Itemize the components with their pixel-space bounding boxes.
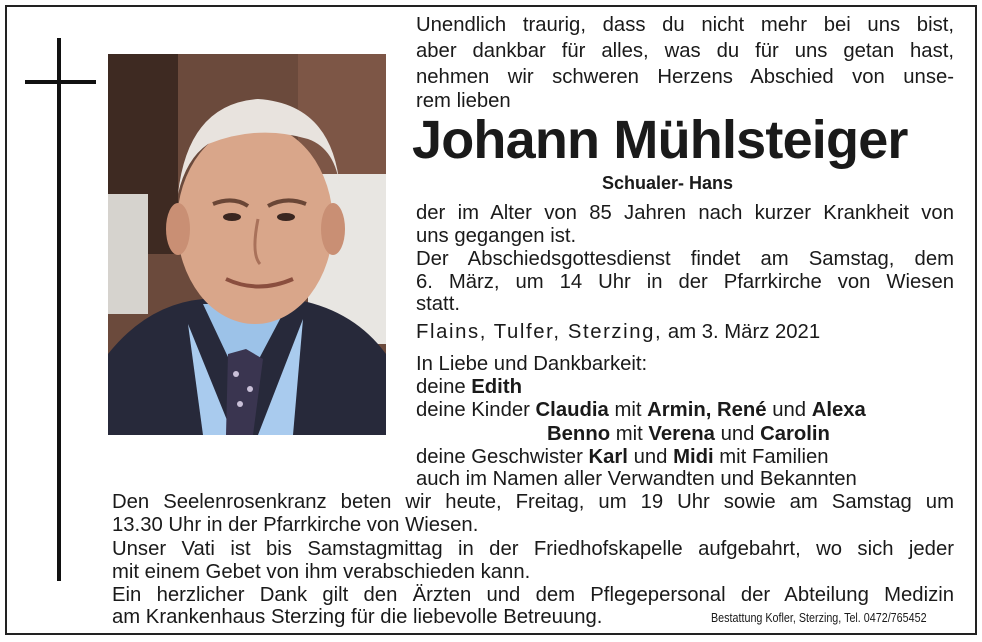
connector: und <box>633 446 668 468</box>
place: Flains, Tulfer, Sterzing, <box>416 321 663 343</box>
mourners-intro: In Liebe und Dankbarkeit: <box>416 353 648 375</box>
siblings-suffix: mit Familien <box>719 446 829 468</box>
intro-line: nehmen wir schweren Herzens Abschied von unse- <box>416 66 954 88</box>
deceased-name: Johann Mühlsteiger <box>412 110 908 170</box>
funeral-home-credit: Bestattung Kofler, Sterzing, Tel. 0472/765452 <box>711 611 927 625</box>
child-name: Alexa <box>811 399 866 421</box>
portrait-photo <box>108 54 386 435</box>
mourners-relatives: auch im Namen aller Verwandten und Bekannten <box>416 468 857 490</box>
detail-line: statt. <box>416 293 460 315</box>
date: am 3. März 2021 <box>667 321 821 343</box>
detail-line: der im Alter von 85 Jahren nach kurzer Krankheit von <box>416 202 954 224</box>
detail-line: Der Abschiedsgottesdienst findet am Samstag, dem <box>416 248 954 270</box>
children-prefix: deine Kinder <box>416 399 530 421</box>
sibling-name: Midi <box>673 446 714 468</box>
sibling-name: Karl <box>588 446 628 468</box>
connector: mit <box>614 399 642 421</box>
deceased-nickname: Schualer- Hans <box>602 173 734 193</box>
connector: und <box>772 399 807 421</box>
footer-line: Ein herzlicher Dank gilt den Ärzten und dem Pflegepersonal der Abteilung Medizin <box>112 584 954 606</box>
child-name: Claudia <box>535 399 609 421</box>
connector: mit <box>615 423 643 445</box>
siblings-prefix: deine Geschwister <box>416 446 583 468</box>
intro-line: Unendlich traurig, dass du nicht mehr bei uns bist, <box>416 14 954 36</box>
footer-line: Unser Vati ist bis Samstagmittag in der Friedhofskapelle aufgebahrt, wo sich jeder <box>112 538 954 560</box>
place-date <box>416 322 820 343</box>
spouse-name: Armin, René <box>647 399 767 421</box>
spouse-name: Verena <box>648 423 715 445</box>
detail-line: uns gegangen ist. <box>416 225 577 247</box>
wife-prefix: deine <box>416 376 466 398</box>
mourners-children-2 <box>547 424 830 445</box>
child-name: Carolin <box>760 423 830 445</box>
mourners-wife <box>416 377 522 398</box>
intro-line: rem lieben <box>416 90 511 112</box>
cross-icon-bar <box>25 80 96 84</box>
footer-line: Den Seelenrosenkranz beten wir heute, Freitag, um 19 Uhr sowie am Samstag um <box>112 491 954 513</box>
connector: und <box>720 423 755 445</box>
footer-line: 13.30 Uhr in der Pfarrkirche von Wiesen. <box>112 514 479 536</box>
wife-name: Edith <box>471 376 522 398</box>
footer-line: am Krankenhaus Sterzing für die liebevolle Betreuung. <box>112 606 603 628</box>
cross-icon <box>57 38 61 581</box>
mourners-siblings <box>416 447 829 468</box>
child-name: Benno <box>547 423 611 445</box>
mourners-children <box>416 400 866 421</box>
detail-line: 6. März, um 14 Uhr in der Pfarrkirche von Wiesen <box>416 271 954 293</box>
intro-line: aber dankbar für alles, was du für uns getan hast, <box>416 40 954 62</box>
footer-line: mit einem Gebet von ihm verabschieden kann. <box>112 561 531 583</box>
